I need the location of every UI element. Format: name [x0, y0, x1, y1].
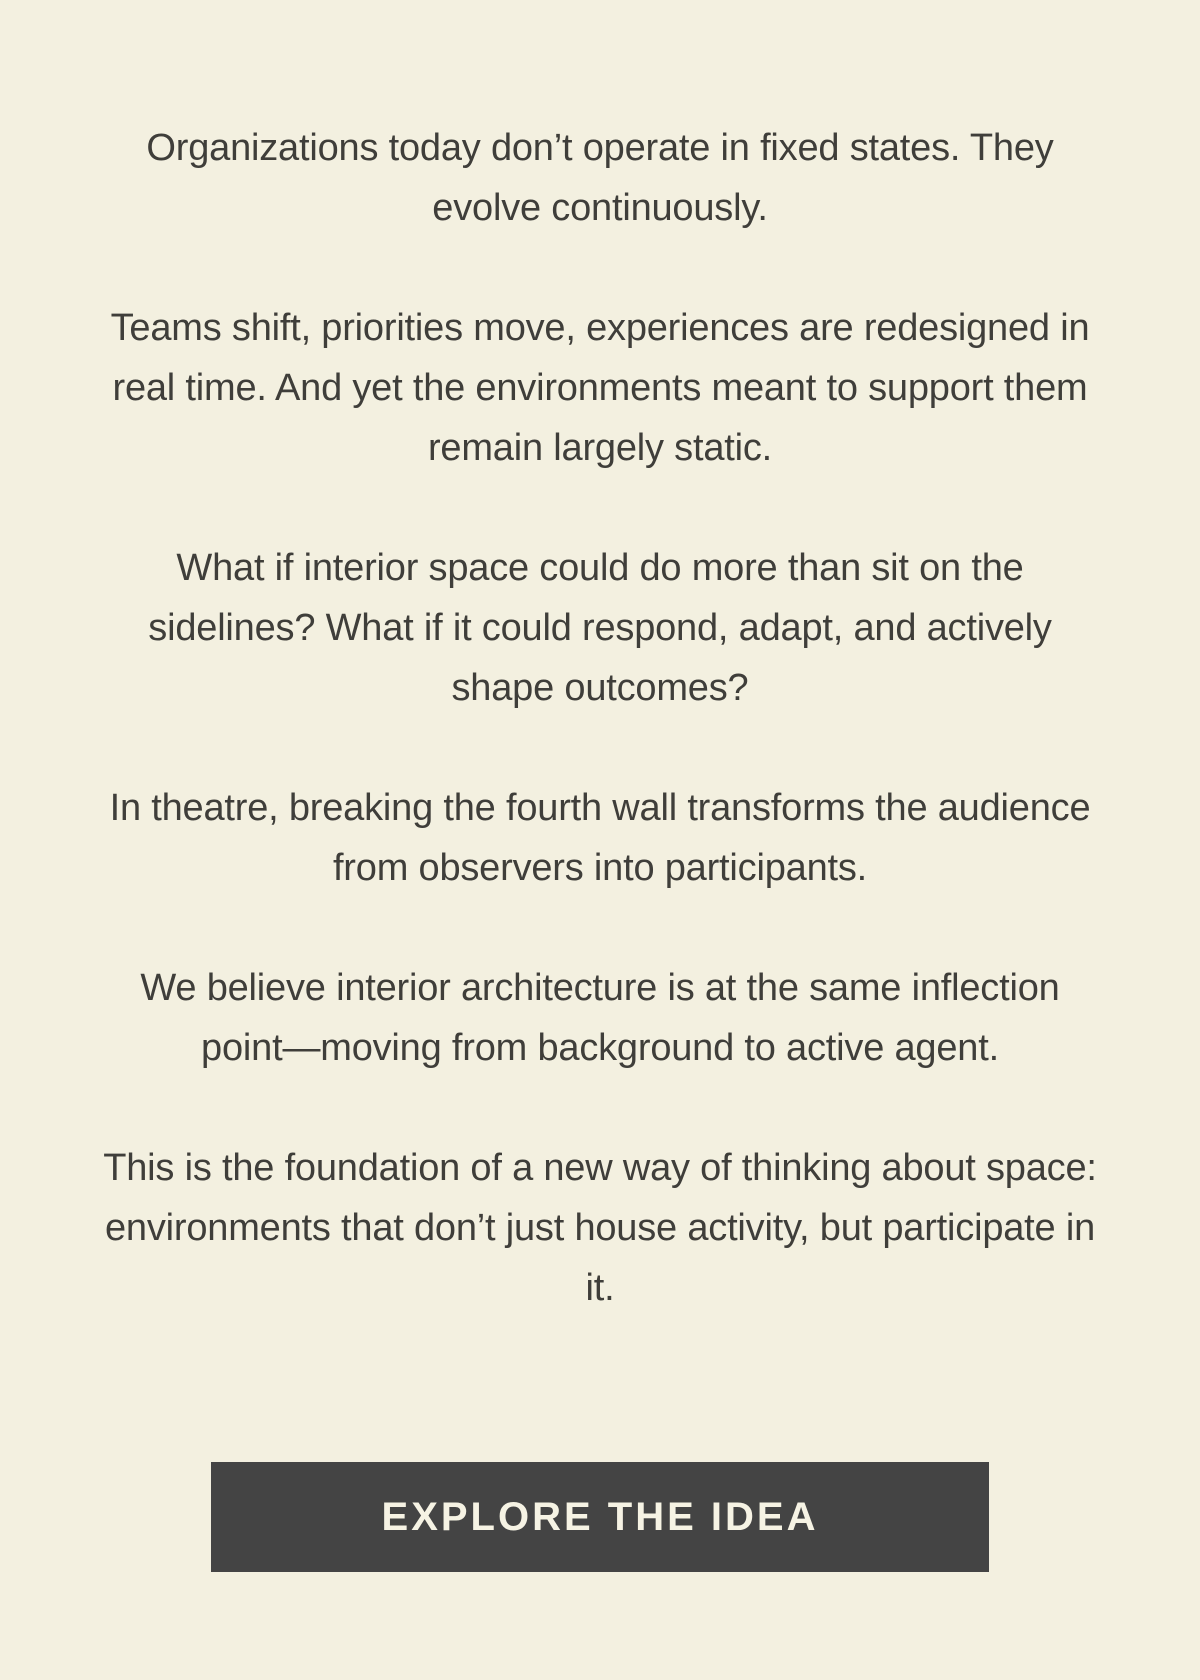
paragraph-foundation: This is the foundation of a new way of thinking about space: environments that don’t just house activity, but participate in it.	[103, 1147, 1097, 1309]
paragraph-theatre: In theatre, breaking the fourth wall transforms the audience from observers into participants.	[109, 787, 1091, 889]
paragraph-teams-shift: Teams shift, priorities move, experiences are redesigned in real time. And yet the environments meant to support them remain largely static.	[110, 307, 1090, 469]
intro-copy	[100, 118, 1100, 1318]
explore-the-idea-button[interactable]: EXPLORE THE IDEA	[211, 1462, 989, 1572]
cta-container	[211, 1462, 989, 1572]
paragraph-what-if: What if interior space could do more than sit on the sidelines? What if it could respond, adapt, and actively shape outcomes?	[148, 547, 1052, 709]
paragraph-inflection-point: We believe interior architecture is at the same inflection point—moving from background to active agent.	[140, 967, 1060, 1069]
paragraph-organizations: Organizations today don’t operate in fixed states. They evolve continuously.	[146, 127, 1054, 229]
